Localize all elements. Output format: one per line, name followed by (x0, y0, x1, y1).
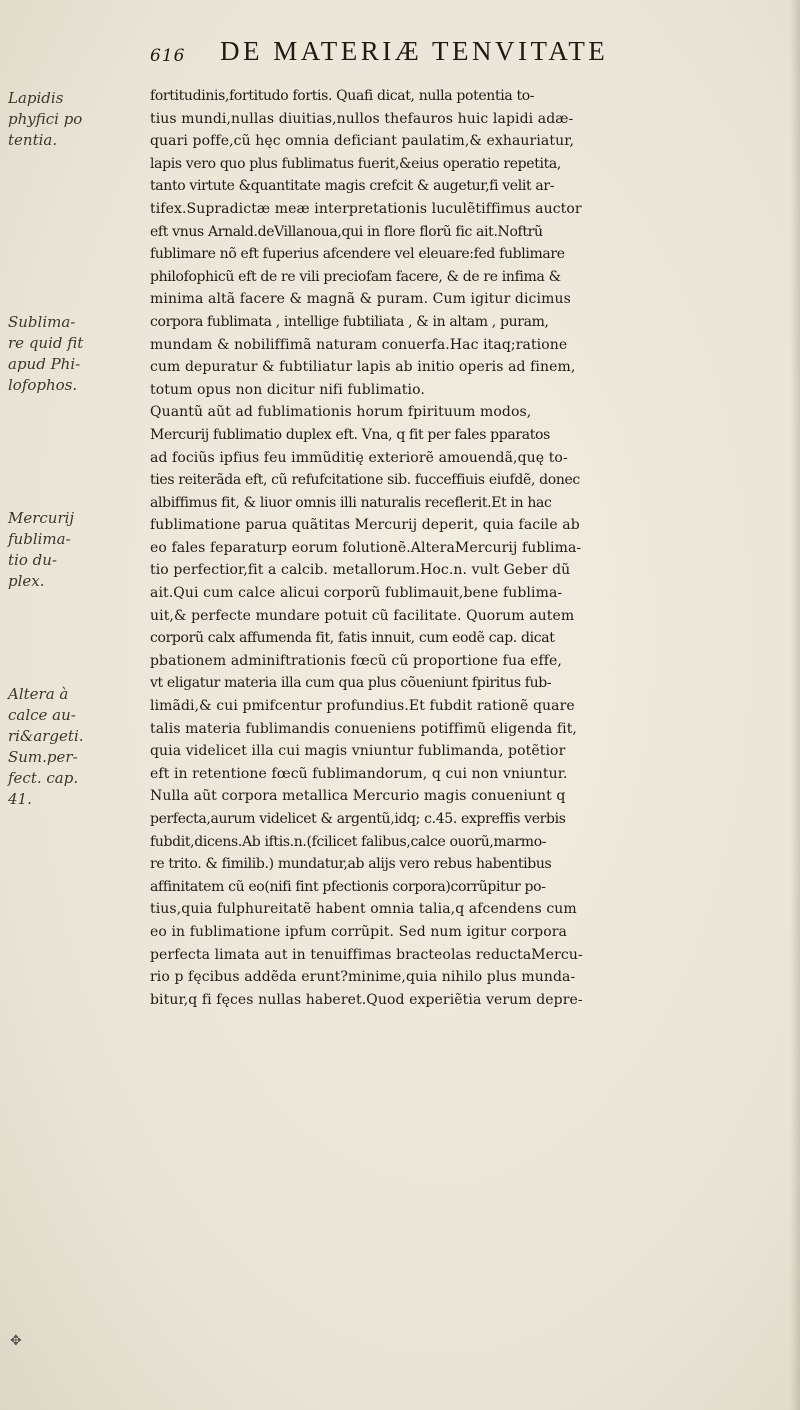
margin-note-line: Lapidis (8, 89, 64, 107)
text-line: fublimare nõ eft fuperius afcendere vel eleuare:fed fublimare (150, 246, 565, 263)
body-text (150, 85, 790, 1011)
running-head: DE MATERIÆ TENVITATE (220, 36, 609, 66)
page-header (150, 34, 790, 74)
margin-note-line: Sum.per- (8, 748, 78, 766)
margin-note-line: apud Phi- (8, 355, 81, 373)
page-number: 616 (150, 46, 186, 66)
text-line: Quantũ aũt ad fublimationis horum fpirituum modos, (150, 404, 532, 421)
text-line: affinitatem cũ eo(nifi fint pfectionis corpora)corrũpitur po- (150, 878, 546, 895)
text-line: albiffimus fit, & liuor omnis illi naturalis receflerit.Et in hac (150, 494, 552, 511)
text-line: ait.Qui cum calce alicui corporũ fublimauit,bene fublima- (150, 585, 563, 602)
text-line: fubdit,dicens.Ab iftis.n.(fcilicet falibus,calce ouorũ,marmo- (150, 833, 547, 850)
text-line: uit,& perfecte mundare potuit cũ facilitate. Quorum autem (150, 607, 575, 624)
margin-note-mercurij (8, 508, 148, 592)
text-line: eo in fublimatione ipfum corrũpit. Sed num igitur corpora (150, 923, 567, 940)
text-line: ad fociũs ipfius feu immũditię exteriorẽ amouendã,quę to- (150, 449, 568, 466)
text-line: corporũ calx affumenda fit, fatis innuit, cum eodẽ cap. dicat (150, 630, 555, 647)
text-line: rio p fęcibus addẽda erunt?minime,quia nihilo plus munda- (150, 969, 576, 986)
margin-note-line: re quid fit (8, 334, 84, 352)
page-edge-shadow (790, 0, 800, 1410)
text-line: bitur,q fi fęces nullas haberet.Quod experiẽtia verum depre- (150, 991, 583, 1008)
text-line: perfecta limata aut in tenuiffimas bracteolas reductaMercu- (150, 946, 583, 963)
margin-note-line: ri&argeti. (8, 727, 84, 745)
text-line: eft in retentione fœcũ fublimandorum, q cui non vniuntur. (150, 765, 568, 782)
text-line: minima altã facere & magnã & puram. Cum igitur dicimus (150, 291, 571, 308)
text-line: eft vnus Arnald.deVillanoua,qui in flore florũ fic ait.Noftrũ (150, 223, 543, 240)
margin-note-line: Altera à (8, 685, 69, 703)
margin-note-line: fublima- (8, 530, 71, 548)
margin-note-line: Mercurij (8, 509, 75, 527)
margin-note-line: calce au- (8, 706, 76, 724)
text-line: tius mundi,nullas diuitias,nullos thefauros huic lapidi adæ- (150, 110, 574, 127)
text-line: tanto virtute &quantitate magis crefcit & augetur,fi velit ar- (150, 178, 555, 195)
text-line: tius,quia fulphureitatẽ habent omnia talia,q afcendens cum (150, 901, 577, 918)
margin-note-line: lofophos. (8, 376, 78, 394)
text-line: re trito. & fimilib.) mundatur,ab alijs vero rebus habentibus (150, 856, 552, 873)
text-line: tio perfectior,fit a calcib. metallorum.Hoc.n. vult Geber dũ (150, 562, 571, 579)
margin-note-lapidis (8, 88, 148, 151)
text-line: vt eligatur materia illa cum qua plus cõueniunt fpiritus fub- (150, 675, 552, 692)
margin-note-line: phyfici po (8, 110, 83, 128)
margin-note-line: tio du- (8, 551, 57, 569)
text-line: totum opus non dicitur nifi fublimatio. (150, 381, 425, 398)
text-line: quari poffe,cũ hęc omnia deficiant paulatim,& exhauriatur, (150, 133, 575, 150)
margin-note-line: plex. (8, 572, 45, 590)
text-line: limãdi,& cui pmifcentur profundius.Et fubdit rationẽ quare (150, 698, 575, 715)
text-line: Mercurij fublimatio duplex eft. Vna, q fit per fales pparatos (150, 426, 550, 443)
text-line: fublimatione parua quãtitas Mercurij deperit, quia facile ab (150, 517, 580, 534)
text-line: quia videlicet illa cui magis vniuntur fublimanda, potẽtior (150, 743, 566, 760)
margin-note-line: tentia. (8, 131, 58, 149)
text-line: tifex.Supradictæ meæ interpretationis luculẽtiffimus auctor (150, 200, 582, 217)
text-line: talis materia fublimandis conueniens potiffimũ eligenda fit, (150, 720, 577, 737)
decorative-mark-icon: ✥ (10, 1333, 22, 1349)
text-line: lapis vero quo plus fublimatus fuerit,&eius operatio repetita, (150, 155, 561, 172)
text-line: corpora fublimata , intellige fubtiliata , & in altam , puram, (150, 313, 549, 330)
text-line: mundam & nobiliffimã naturam conuerfa.Hac itaq;ratione (150, 336, 568, 353)
text-line: cum depuratur & fubtiliatur lapis ab initio operis ad finem, (150, 359, 576, 376)
text-line: philofophicũ eft de re vili preciofam facere, & de re infima & (150, 268, 561, 285)
text-line: perfecta,aurum videlicet & argentũ,idq; c.45. expreffis verbis (150, 811, 566, 827)
text-line: pbationem adminiftrationis fœcũ cũ proportione fua effe, (150, 652, 562, 669)
margin-note-line: 41. (8, 790, 32, 808)
margin-note-line: Sublima- (8, 313, 76, 331)
margin-note-line: fect. cap. (8, 769, 79, 787)
text-line: fortitudinis,fortitudo fortis. Quafi dicat, nulla potentia to- (150, 88, 535, 104)
text-line: Nulla aũt corpora metallica Mercurio magis conueniunt q (150, 788, 566, 805)
text-line: ties reiterãda eft, cũ refufcitatione sib. fucceffiuis eiufdẽ, donec (150, 472, 580, 489)
margin-note-altera (8, 684, 148, 810)
text-line: eo fales feparaturp eorum folutionẽ.AlteraMercurij fublima- (150, 539, 582, 556)
margin-note-sublimare (8, 312, 148, 396)
